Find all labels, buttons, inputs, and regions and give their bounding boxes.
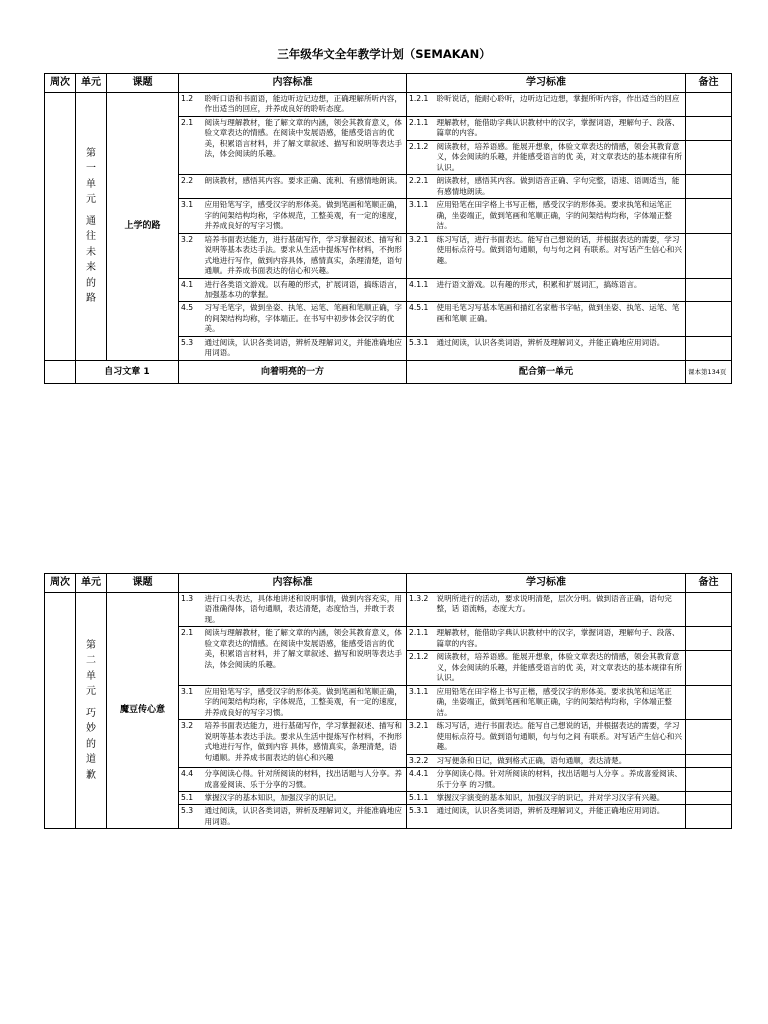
unit-char: 通	[86, 215, 96, 227]
content-standard-number: 1.3	[179, 593, 203, 627]
header-week: 周次	[45, 574, 76, 593]
learning-standard-number: 5.1.1	[407, 791, 435, 804]
content-standard-number: 4.1	[179, 278, 203, 302]
learning-standard-text: 习写便条和日记，做到格式正确，语句通顺，表达清楚。	[435, 754, 686, 767]
unit-char: 单	[86, 670, 96, 682]
self-study-learning: 配合第一单元	[407, 360, 686, 383]
learning-standard-number: 3.2.2	[407, 754, 435, 767]
remark-cell	[686, 627, 732, 651]
learning-standard-number: 4.5.1	[407, 302, 435, 336]
textbook-page-note: 课本第134页	[686, 360, 732, 383]
unit-char: 的	[86, 738, 96, 750]
content-standard-text: 培养书面表达能力，进行基础写作，学习掌握叙述、描写和说明等基本表达手法。要求从生活中提炼写作材料，不拘形式地进行写作，做到内容具体，感情真实，条理清楚，语句通顺。并养成书面表达的信心和兴趣。	[203, 233, 407, 278]
unit-name	[76, 93, 107, 361]
content-standard-number: 4.5	[179, 302, 203, 336]
learning-standard-text: 通过阅读，认识各类词语，辨析及理解词义，并能正确地应用词语。	[435, 805, 686, 829]
header-learning-standard: 学习标准	[407, 74, 686, 93]
remark-cell	[686, 768, 732, 792]
learning-standard-text: 朗读教材，感悟其内容。做到语音正确、字句完整，语速、语调适当，能有感情地朗读。	[435, 175, 686, 199]
table-row	[45, 593, 732, 627]
content-standard-text: 进行口头表达，具体地讲述和说明事情，做到内容充实，用语准确得体，语句通顺，表达清楚，态度恰当，并敢于表现。	[203, 593, 407, 627]
unit-char: 来	[86, 262, 96, 274]
remark-cell	[686, 791, 732, 804]
unit-char: 的	[86, 277, 96, 289]
content-standard-text: 聆听口语和书面语，能边听边记边想，正确理解所听内容，作出适当的回应，并养成良好的聆听态度。	[203, 93, 407, 117]
learning-standard-text: 进行语文游戏。以有趣的形式，积累和扩展词汇，搞练语言。	[435, 278, 686, 302]
remark-cell	[686, 278, 732, 302]
content-standard-number: 5.3	[179, 336, 203, 360]
remark-cell	[686, 685, 732, 719]
learning-standard-text: 聆听说话，能耐心聆听，边听边记边想，掌握所听内容，作出适当的回应	[435, 93, 686, 117]
content-standard-number: 2.1	[179, 627, 203, 685]
learning-standard-number: 3.2.1	[407, 720, 435, 754]
unit-char: 道	[86, 754, 96, 766]
header-content-standard: 内容标准	[179, 74, 407, 93]
learning-standard-number: 4.4.1	[407, 768, 435, 792]
footer-row	[45, 360, 732, 383]
unit-char: 歉	[86, 769, 96, 781]
content-standard-text: 习写毛笔字，做到坐姿、执笔、运笔、笔画和笔顺正确，字的间架结构均称，字体端正。在书写中初步体会汉字的优美。	[203, 302, 407, 336]
content-standard-number: 5.1	[179, 791, 203, 804]
header-learning-standard: 学习标准	[407, 574, 686, 593]
content-standard-number: 3.1	[179, 685, 203, 719]
content-standard-number: 5.3	[179, 805, 203, 829]
content-standard-number: 3.2	[179, 720, 203, 768]
unit-char: 第	[86, 147, 96, 159]
content-standard-text: 阅读与理解教材，能了解文章的内涵，领会其教育意义，体验文章表达的情感。在阅读中发展语感，能感受语言的优美，积累语言材料，并了解文章叙述、描写和说明等表达手法，体会阅读的乐趣。	[203, 116, 407, 174]
unit-char: 路	[86, 293, 96, 305]
unit-char: 巧	[86, 707, 96, 719]
content-standard-number: 3.2	[179, 233, 203, 278]
unit-char: 妙	[86, 723, 96, 735]
unit-char: 元	[86, 194, 96, 206]
unit-char: 第	[86, 639, 96, 651]
lesson-plan-table-2	[44, 573, 732, 829]
week-cell	[45, 93, 76, 361]
unit-char: 一	[86, 163, 96, 175]
lesson-plan-table-1	[44, 73, 732, 384]
header-unit: 单元	[76, 74, 107, 93]
learning-standard-text: 应用铅笔在田字格上书写正楷，感受汉字的形体美。要求执笔和运笔正确，坐姿端正，做到笔画和笔顺正确，字的间架结构均称，字体端正整洁。	[435, 685, 686, 719]
unit-name	[76, 593, 107, 829]
content-standard-text: 掌握汉字的基本知识，加强汉字的识记。	[203, 791, 407, 804]
learning-standard-text: 分享阅读心得。针对所阅读的材料，找出话题与人分享 。养成喜爱阅读、乐于分享 的习惯。	[435, 768, 686, 792]
remark-cell	[686, 720, 732, 754]
content-standard-text: 分享阅读心得。针对所阅读的材料，找出话题与人分享。养成喜爱阅读、乐于分享的习惯。	[203, 768, 407, 792]
content-standard-number: 2.1	[179, 116, 203, 174]
remark-cell	[686, 754, 732, 767]
self-study-content: 向着明亮的一方	[179, 360, 407, 383]
remark-cell	[686, 302, 732, 336]
header-unit: 单元	[76, 574, 107, 593]
table-row	[45, 93, 732, 117]
header-lesson: 课题	[107, 74, 179, 93]
remark-cell	[686, 140, 732, 174]
unit-char: 元	[86, 686, 96, 698]
learning-standard-text: 使用毛笔习写基本笔画和描红名家楷书字帖，做到坐姿、执笔、运笔、笔画和笔顺 正确。	[435, 302, 686, 336]
learning-standard-text: 应用铅笔在田字格上书写正楷，感受汉字的形体美。要求执笔和运笔正确，坐姿端正，做到笔画和笔顺正确，字的间架结构均称，字体端正整洁。	[435, 199, 686, 233]
content-standard-text: 朗读教材，感悟其内容。要求正确、流利、有感情地朗读。	[203, 175, 407, 199]
content-standard-number: 3.1	[179, 199, 203, 233]
learning-standard-text: 练习写话，进行书面表达。能写自己想说的话，并根据表达的需要，学习使用标点符号。做到语句通顺，句与句之间 有联系。对写话产生信心和兴趣。	[435, 233, 686, 278]
learning-standard-number: 3.2.1	[407, 233, 435, 278]
learning-standard-number: 1.2.1	[407, 93, 435, 117]
unit-char: 二	[86, 655, 96, 667]
learning-standard-number: 3.1.1	[407, 199, 435, 233]
header-week: 周次	[45, 74, 76, 93]
learning-standard-number: 2.2.1	[407, 175, 435, 199]
header-remark: 备注	[686, 74, 732, 93]
header-lesson: 课题	[107, 574, 179, 593]
unit-char: 往	[86, 231, 96, 243]
content-standard-text: 阅读与理解教材，能了解文章的内涵，领会其教育意义，体验文章表达的情感。在阅读中发展语感，能感受语言的优美，积累语言材料，并了解文章叙述、描写和说明等表达手法，体会阅读的乐趣。	[203, 627, 407, 685]
week-cell	[45, 360, 76, 383]
learning-standard-text: 练习写话，进行书面表达。能写自己想说的话，并根据表达的需要，学习使用标点符号。做到语句通顺，句与句之间 有联系。对写话产生信心和兴趣。	[435, 720, 686, 754]
remark-cell	[686, 199, 732, 233]
learning-standard-text: 理解教材，能借助字典认识教材中的汉字，掌握词语，理解句子、段落、篇章的内容。	[435, 116, 686, 140]
content-standard-number: 1.2	[179, 93, 203, 117]
header-content-standard: 内容标准	[179, 574, 407, 593]
learning-standard-number: 5.3.1	[407, 805, 435, 829]
learning-standard-text: 阅读教材，培养语感。能展开想象，体验文章表达的情感，领会其教育意义，体会阅读的乐趣，并能感受语言的优 美，对文章表达的基本规律有所认识。	[435, 651, 686, 685]
table-header-row	[45, 74, 732, 93]
remark-cell	[686, 116, 732, 140]
content-standard-text: 培养书面表达能力，进行基础写作，学习掌握叙述、描写和说明等基本表达手法。要求从生活中提炼写作材料，不拘形式地进行写作，做到内容 具体，感情真实，条理清楚，语句通顺。并养成书面表达的信心和兴趣	[203, 720, 407, 768]
remark-cell	[686, 805, 732, 829]
table-header-row	[45, 574, 732, 593]
header-remark: 备注	[686, 574, 732, 593]
learning-standard-text: 阅读教材，培养语感。能展开想象，体验文章表达的情感，领会其教育意义，体会阅读的乐趣，并能感受语言的优 美，对文章表达的基本规律有所认识。	[435, 140, 686, 174]
remark-cell	[686, 93, 732, 117]
learning-standard-number: 1.3.2	[407, 593, 435, 627]
learning-standard-number: 5.3.1	[407, 336, 435, 360]
learning-standard-number: 2.1.1	[407, 627, 435, 651]
remark-cell	[686, 593, 732, 627]
lesson-title: 魔豆传心意	[107, 593, 179, 829]
content-standard-text: 通过阅读，认识各类词语，辨析及理解词义，并能准确地应用词语。	[203, 805, 407, 829]
unit-char: 单	[86, 178, 96, 190]
learning-standard-number: 2.1.1	[407, 116, 435, 140]
remark-cell	[686, 175, 732, 199]
content-standard-number: 4.4	[179, 768, 203, 792]
lesson-title: 上学的路	[107, 93, 179, 361]
remark-cell	[686, 336, 732, 360]
learning-standard-text: 通过阅读，认识各类词语，辨析及理解词义，并能正确地应用词语。	[435, 336, 686, 360]
learning-standard-text: 说明所进行的活动，要求说明清楚，层次分明。做到语音正确，语句完整，话 语流畅，态度大方。	[435, 593, 686, 627]
learning-standard-number: 4.1.1	[407, 278, 435, 302]
document-title: 三年级华文全年教学计划（SEMAKAN）	[277, 47, 491, 61]
learning-standard-text: 理解教材，能借助字典认识教材中的汉字，掌握词语，理解句子、段落、篇章的内容。	[435, 627, 686, 651]
learning-standard-number: 3.1.1	[407, 685, 435, 719]
week-cell	[45, 593, 76, 829]
learning-standard-number: 2.1.2	[407, 140, 435, 174]
content-standard-text: 通过阅读，认识各类词语，辨析及理解词义，并能准确地应用词语。	[203, 336, 407, 360]
self-study-title: 自习文章 1	[76, 360, 179, 383]
content-standard-text: 进行各类语文游戏。以有趣的形式，扩展词语，搞练语言，加强基本功的掌握。	[203, 278, 407, 302]
content-standard-text: 应用铅笔写字，感受汉字的形体美。做到笔画和笔顺正确，字的间架结构均称，字体规范，工整美观，有一定的速度，并养成良好的写字习惯。	[203, 685, 407, 719]
learning-standard-number: 2.1.2	[407, 651, 435, 685]
learning-standard-text: 掌握汉字演变的基本知识，加强汉字的识记，并对学习汉字有兴趣。	[435, 791, 686, 804]
unit-char: 未	[86, 246, 96, 258]
remark-cell	[686, 651, 732, 685]
remark-cell	[686, 233, 732, 278]
content-standard-text: 应用铅笔写字，感受汉字的形体美。做到笔画和笔顺正确，字的间架结构均称，字体规范，工整美观，有一定的速度，并养成良好的写字习惯。	[203, 199, 407, 233]
content-standard-number: 2.2	[179, 175, 203, 199]
